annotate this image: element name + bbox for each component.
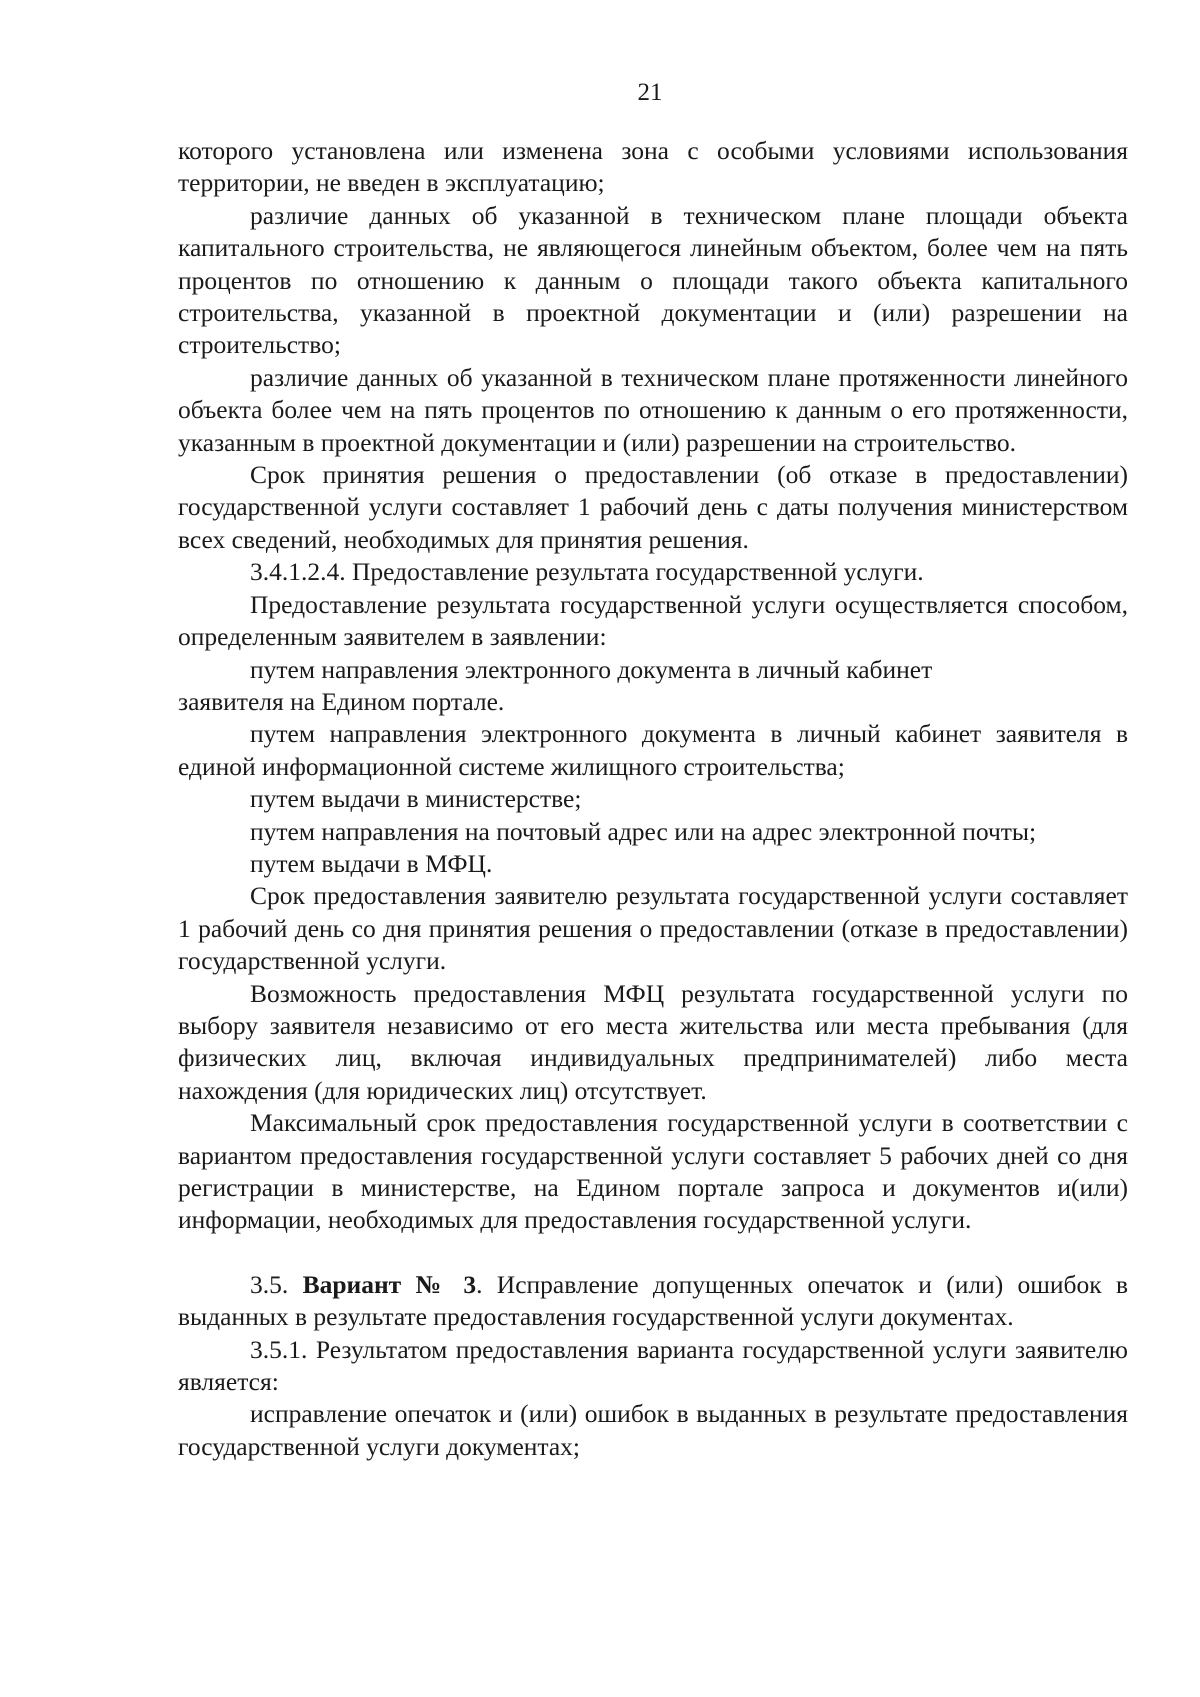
list-item: путем направления на почтовый адрес или на адрес электронной почты; bbox=[250, 816, 1037, 846]
list-item: путем выдачи в министерстве; bbox=[250, 784, 582, 814]
spacer bbox=[178, 1237, 1128, 1269]
paragraph: Срок принятия решения о предоставлении (об отказе в предоставлении) государственной услуги составляет 1 рабочий день с даты получения министерством всех сведений, необходимых для принятия решения. bbox=[178, 460, 1128, 554]
list-item: путем выдачи в МФЦ. bbox=[250, 848, 493, 878]
paragraph: различие данных об указанной в техническом плане площади объекта капитального строительства, не являющегося линейным объектом, более чем на пять процентов по отношению к данным о площади такого объекта капитального строительства, указанной в проектной документации и (или) разрешении на строительство; bbox=[178, 200, 1128, 360]
list-item-continuation: заявителя на Едином портале. bbox=[178, 686, 505, 716]
paragraph: Максимальный срок предоставления государственной услуги в соответствии с вариантом предоставления государственной услуги составляет 5 рабочих дней со дня регистрации в министерстве, на Едином портале запроса и документов и(или) информации, необходимых для предоставления государственной услуги. bbox=[178, 1108, 1128, 1235]
variant-label: Вариант № 3 bbox=[302, 1269, 477, 1299]
list-item: путем направления электронного документа в личный кабинет заявителя в единой информационной системе жилищного строительства; bbox=[178, 719, 1128, 781]
section-number: 3.5. bbox=[250, 1269, 289, 1299]
paragraph: исправление опечаток и (или) ошибок в выданных в результате предоставления государственной услуги документах; bbox=[178, 1399, 1128, 1461]
paragraph: Возможность предоставления МФЦ результата государственной услуги по выбору заявителя независимо от его места жительства или места пребывания (для физических лиц, включая индивидуальных предпринимателей) либо места нахождения (для юридических лиц) отсутствует. bbox=[178, 978, 1128, 1105]
section-title-text: . Исправление допущенных опечаток и (или) ошибок в выданных в результате предоставления государственной услуги документах. bbox=[178, 1269, 1129, 1332]
page-number: 21 bbox=[637, 79, 663, 106]
section-heading: 3.4.1.2.4. Предоставление результата государственной услуги. bbox=[250, 557, 924, 587]
paragraph: 3.5.1. Результатом предоставления варианта государственной услуги заявителю является: bbox=[178, 1334, 1128, 1397]
section-3-5-heading bbox=[178, 1269, 1128, 1334]
paragraph: различие данных об указанной в техническом плане протяженности линейного объекта более чем на пять процентов по отношению к данным о его протяженности, указанным в проектной документации и (или) разрешении на строительство. bbox=[178, 362, 1128, 457]
paragraph: Предоставление результата государственной услуги осуществляется способом, определенным заявителем в заявлении: bbox=[178, 589, 1128, 652]
paragraph: Срок предоставления заявителю результата государственной услуги составляет 1 рабочий день со дня принятия решения о предоставлении (отказе в предоставлении) государственной услуги. bbox=[178, 881, 1128, 976]
list-item: путем направления электронного документа в личный кабинет bbox=[250, 654, 933, 684]
document-body bbox=[178, 135, 1128, 1463]
paragraph: которого установлена или изменена зона с особыми условиями использования территории, не введен в эксплуатацию; bbox=[178, 136, 1128, 198]
